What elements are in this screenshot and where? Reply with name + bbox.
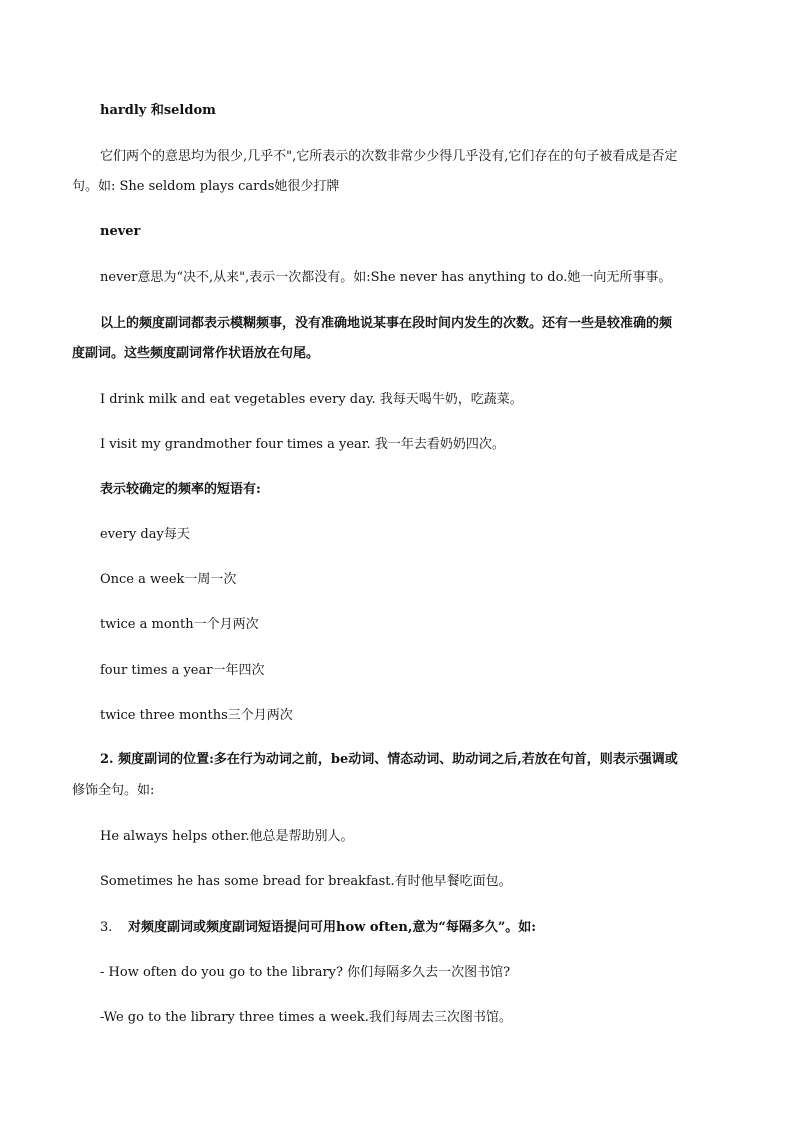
phrase-item: four times a year一年四次 (100, 663, 265, 678)
example-always: He always helps other.他总是帮助别人。 (100, 829, 354, 844)
paragraph-hardly-line-1: 它们两个的意思均为很少,几乎不",它所表示的次数非常少少得几乎没有,它们存在的句子被看成是否定 (100, 149, 678, 164)
example-visit: I visit my grandmother four times a year. 我一年去看奶奶四次。 (100, 437, 505, 452)
phrase-item: every day每天 (100, 527, 190, 542)
paragraph-how-often (72, 913, 750, 943)
example-sometimes: Sometimes he has some bread for breakfast.有时他早餐吃面包。 (100, 874, 512, 889)
heading-never: never (100, 224, 141, 239)
paragraph-never: never意思为“决不,从来",表示一次都没有。如:She never has anything to do.她一向无所事事。 (100, 270, 672, 285)
dialogue-question: - How often do you go to the library? 你们每隔多久去一次图书馆? (100, 965, 511, 980)
paragraph-vague-line-1: 以上的频度副词都表示模糊频事，没有准确地说某事在段时间内发生的次数。还有一些是较准确的频 (100, 316, 673, 331)
heading-hardly-seldom: hardly 和seldom (100, 103, 216, 118)
paragraph-how-often-text: 对频度副词或频度副词短语提问可用how often,意为“每隔多久”。如: (128, 920, 537, 935)
paragraph-vague-line-2: 度副词。这些频度副词常作状语放在句尾。 (72, 346, 320, 361)
paragraph-hardly-line-2: 句。如: She seldom plays cards她很少打牌 (72, 179, 340, 194)
paragraph-position-line-1: 2. 频度副词的位置:多在行为动词之前，be动词、情态动词、助动词之后,若放在句首，则表示强调或 (100, 752, 678, 767)
heading-phrases: 表示较确定的频率的短语有: (100, 482, 261, 497)
paragraph-position-line-2: 修饰全句。如: (72, 783, 155, 798)
list-number: 3. (100, 920, 113, 935)
dialogue-answer: -We go to the library three times a week.我们每周去三次图书馆。 (100, 1010, 512, 1025)
phrase-item: twice a month一个月两次 (100, 617, 259, 632)
example-milk: I drink milk and eat vegetables every day. 我每天喝牛奶，吃蔬菜。 (100, 392, 523, 407)
phrase-item: Once a week一周一次 (100, 572, 237, 587)
phrase-item: twice three months三个月两次 (100, 708, 293, 723)
